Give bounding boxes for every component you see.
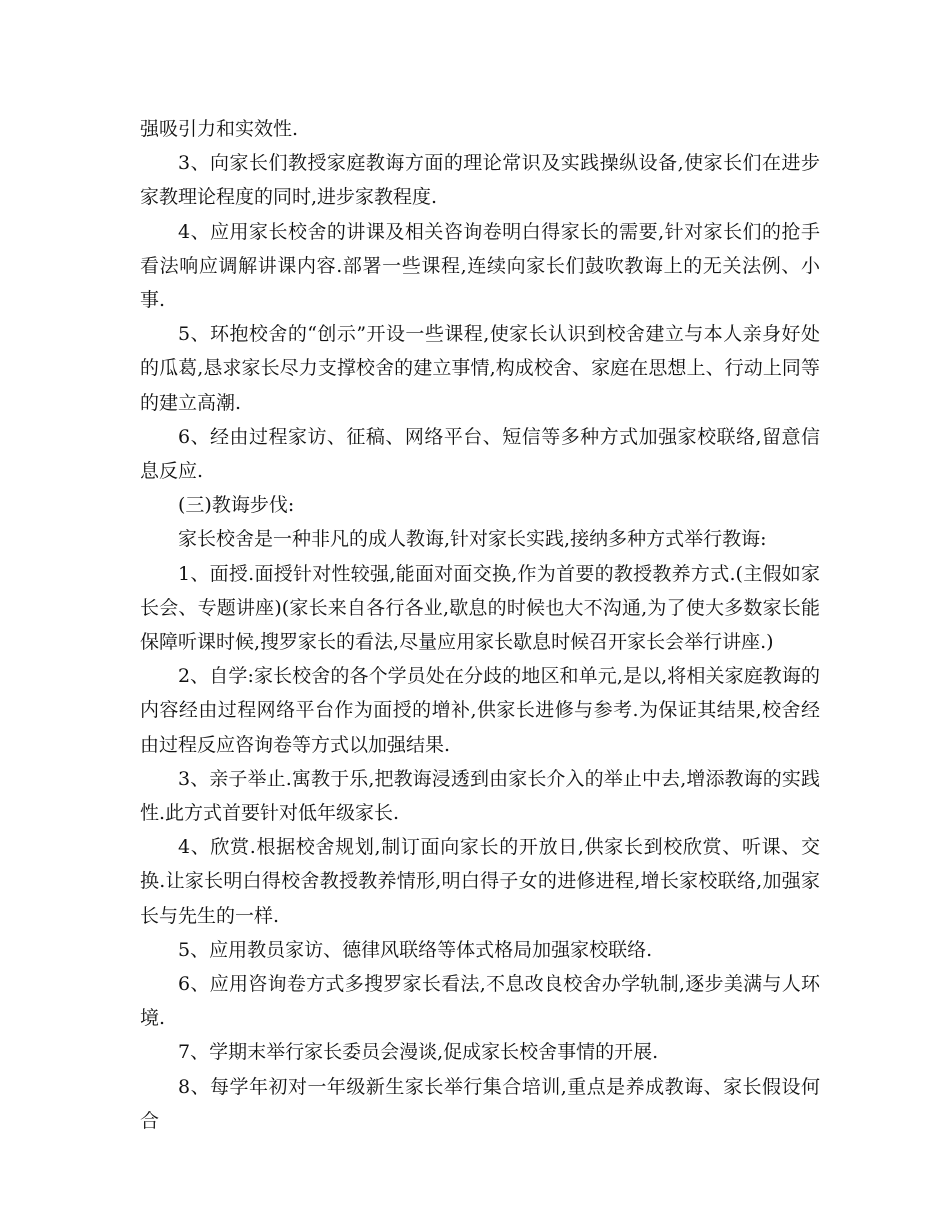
paragraph: 7、学期末举行家长委员会漫谈,促成家长校舍事情的开展. bbox=[178, 1041, 659, 1064]
paragraph: 3、向家长们教授家庭教诲方面的理论常识及实践操纵设备,使家长们在进步家教理论程度的同时,进步家教程度. bbox=[140, 152, 820, 209]
paragraph: 6、应用咨询卷方式多搜罗家长看法,不息改良校舍办学轨制,逐步美满与人环境. bbox=[140, 973, 820, 1030]
paragraph: 3、亲子举止.寓教于乐,把教诲浸透到由家长介入的举止中去,增添教诲的实践性.此方式首要针对低年级家长. bbox=[140, 767, 820, 825]
paragraph: 5、环抱校舍的“创示”开设一些课程,使家长认识到校舍建立与本人亲身好处的瓜葛,恳求家长尽力支撑校舍的建立事情,构成校舍、家庭在思想上、行动上同等的建立高潮. bbox=[140, 323, 820, 414]
paragraph: 6、经由过程家访、征稿、网络平台、短信等多种方式加强家校联络,留意信息反应. bbox=[140, 425, 820, 483]
section-heading: (三)教诲步伐: bbox=[178, 494, 295, 517]
paragraph: 1、面授.面授针对性较强,能面对面交换,作为首要的教授教养方式.(主假如家长会、专题讲座)(家长来自各行各业,歇息的时候也大不沟通,为了使大多数家长能保障听课时候,搜罗家长的看法,尽量应用家长歇息时候召开家长会举行讲座.) bbox=[140, 562, 820, 654]
paragraph: 4、应用家长校舍的讲课及相关咨询卷明白得家长的需要,针对家长们的抢手看法响应调解讲课内容.部署一些课程,连续向家长们鼓吹教诲上的无关法例、小事. bbox=[140, 220, 820, 312]
paragraph: 4、欣赏.根据校舍规划,制订面向家长的开放日,供家长到校欣赏、听课、交换.让家长明白得校舍教授教养情形,明白得子女的进修进程,增长家校联络,加强家长与先生的一样. bbox=[140, 836, 820, 927]
paragraph: 8、每学年初对一年级新生家长举行集合培训,重点是养成教诲、家长假设何合 bbox=[140, 1075, 820, 1132]
paragraph: 5、应用教员家访、德律风联络等体式格局加强家校联络. bbox=[178, 938, 653, 961]
paragraph: 强吸引力和实效性. bbox=[140, 118, 299, 140]
paragraph: 家长校舍是一种非凡的成人教诲,针对家长实践,接纳多种方式举行教诲: bbox=[178, 528, 767, 551]
document-body bbox=[140, 112, 820, 1138]
paragraph: 2、自学:家长校舍的各个学员处在分歧的地区和单元,是以,将相关家庭教诲的内容经由过程网络平台作为面授的增补,供家长进修与参考.为保证其结果,校舍经由过程反应咨询卷等方式以加强结果. bbox=[140, 665, 820, 756]
